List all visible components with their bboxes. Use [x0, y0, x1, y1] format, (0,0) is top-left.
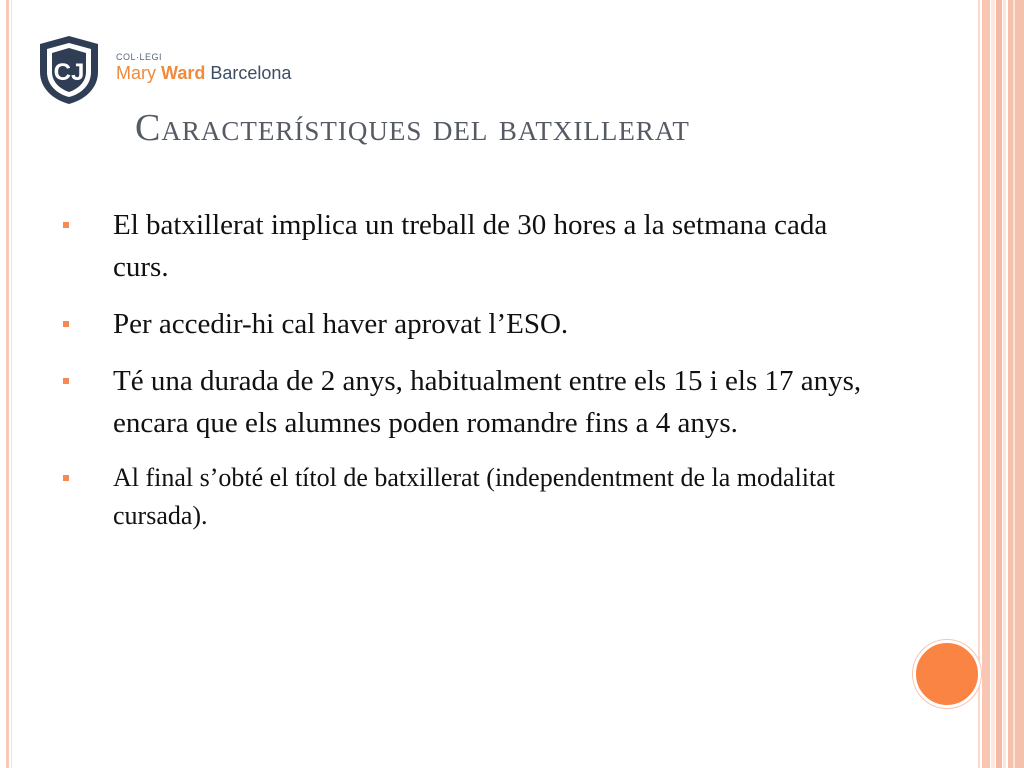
bullet-item	[60, 303, 880, 345]
left-border-line	[6, 0, 9, 768]
right-stripe	[1013, 0, 1015, 768]
bullet-text: El batxillerat implica un treball de 30 hores a la setmana cada curs.	[113, 209, 828, 283]
bullet-text: Per accedir-hi cal haver aprovat l’ESO.	[113, 308, 569, 340]
square-bullet-icon	[63, 222, 69, 228]
bullet-text: Al final s’obté el títol de batxillerat (independentment de la modalitat cursada).	[113, 463, 835, 530]
logo-name-first: Mary	[116, 63, 156, 83]
left-border-line-inner	[11, 0, 12, 768]
logo-name-second: Ward	[161, 63, 206, 83]
logo-college-label: COL·LEGI	[116, 52, 163, 62]
right-stripe	[1008, 0, 1024, 768]
logo-monogram: CJ	[53, 59, 85, 86]
right-stripe	[978, 0, 980, 768]
right-stripe	[982, 0, 990, 768]
right-stripe	[1003, 0, 1006, 768]
school-logo	[36, 34, 306, 106]
bullet-item	[60, 204, 880, 288]
logo-city: Barcelona	[210, 63, 292, 83]
bullet-item	[60, 459, 880, 535]
logo-wordmark	[116, 52, 291, 84]
square-bullet-icon	[63, 321, 69, 327]
slide-title: Característiques del batxillerat	[135, 107, 690, 149]
square-bullet-icon	[63, 378, 69, 384]
right-stripe	[996, 0, 1002, 768]
bullet-item	[60, 360, 880, 444]
decorative-circle	[913, 640, 981, 708]
bullet-text: Té una durada de 2 anys, habitualment entre els 15 i els 17 anys, encara que els alumnes poden romandre fins a 4 anys.	[113, 365, 862, 439]
square-bullet-icon	[63, 475, 69, 481]
bullet-list	[60, 204, 880, 550]
right-stripe	[991, 0, 995, 768]
shield-logo-icon	[36, 34, 102, 106]
